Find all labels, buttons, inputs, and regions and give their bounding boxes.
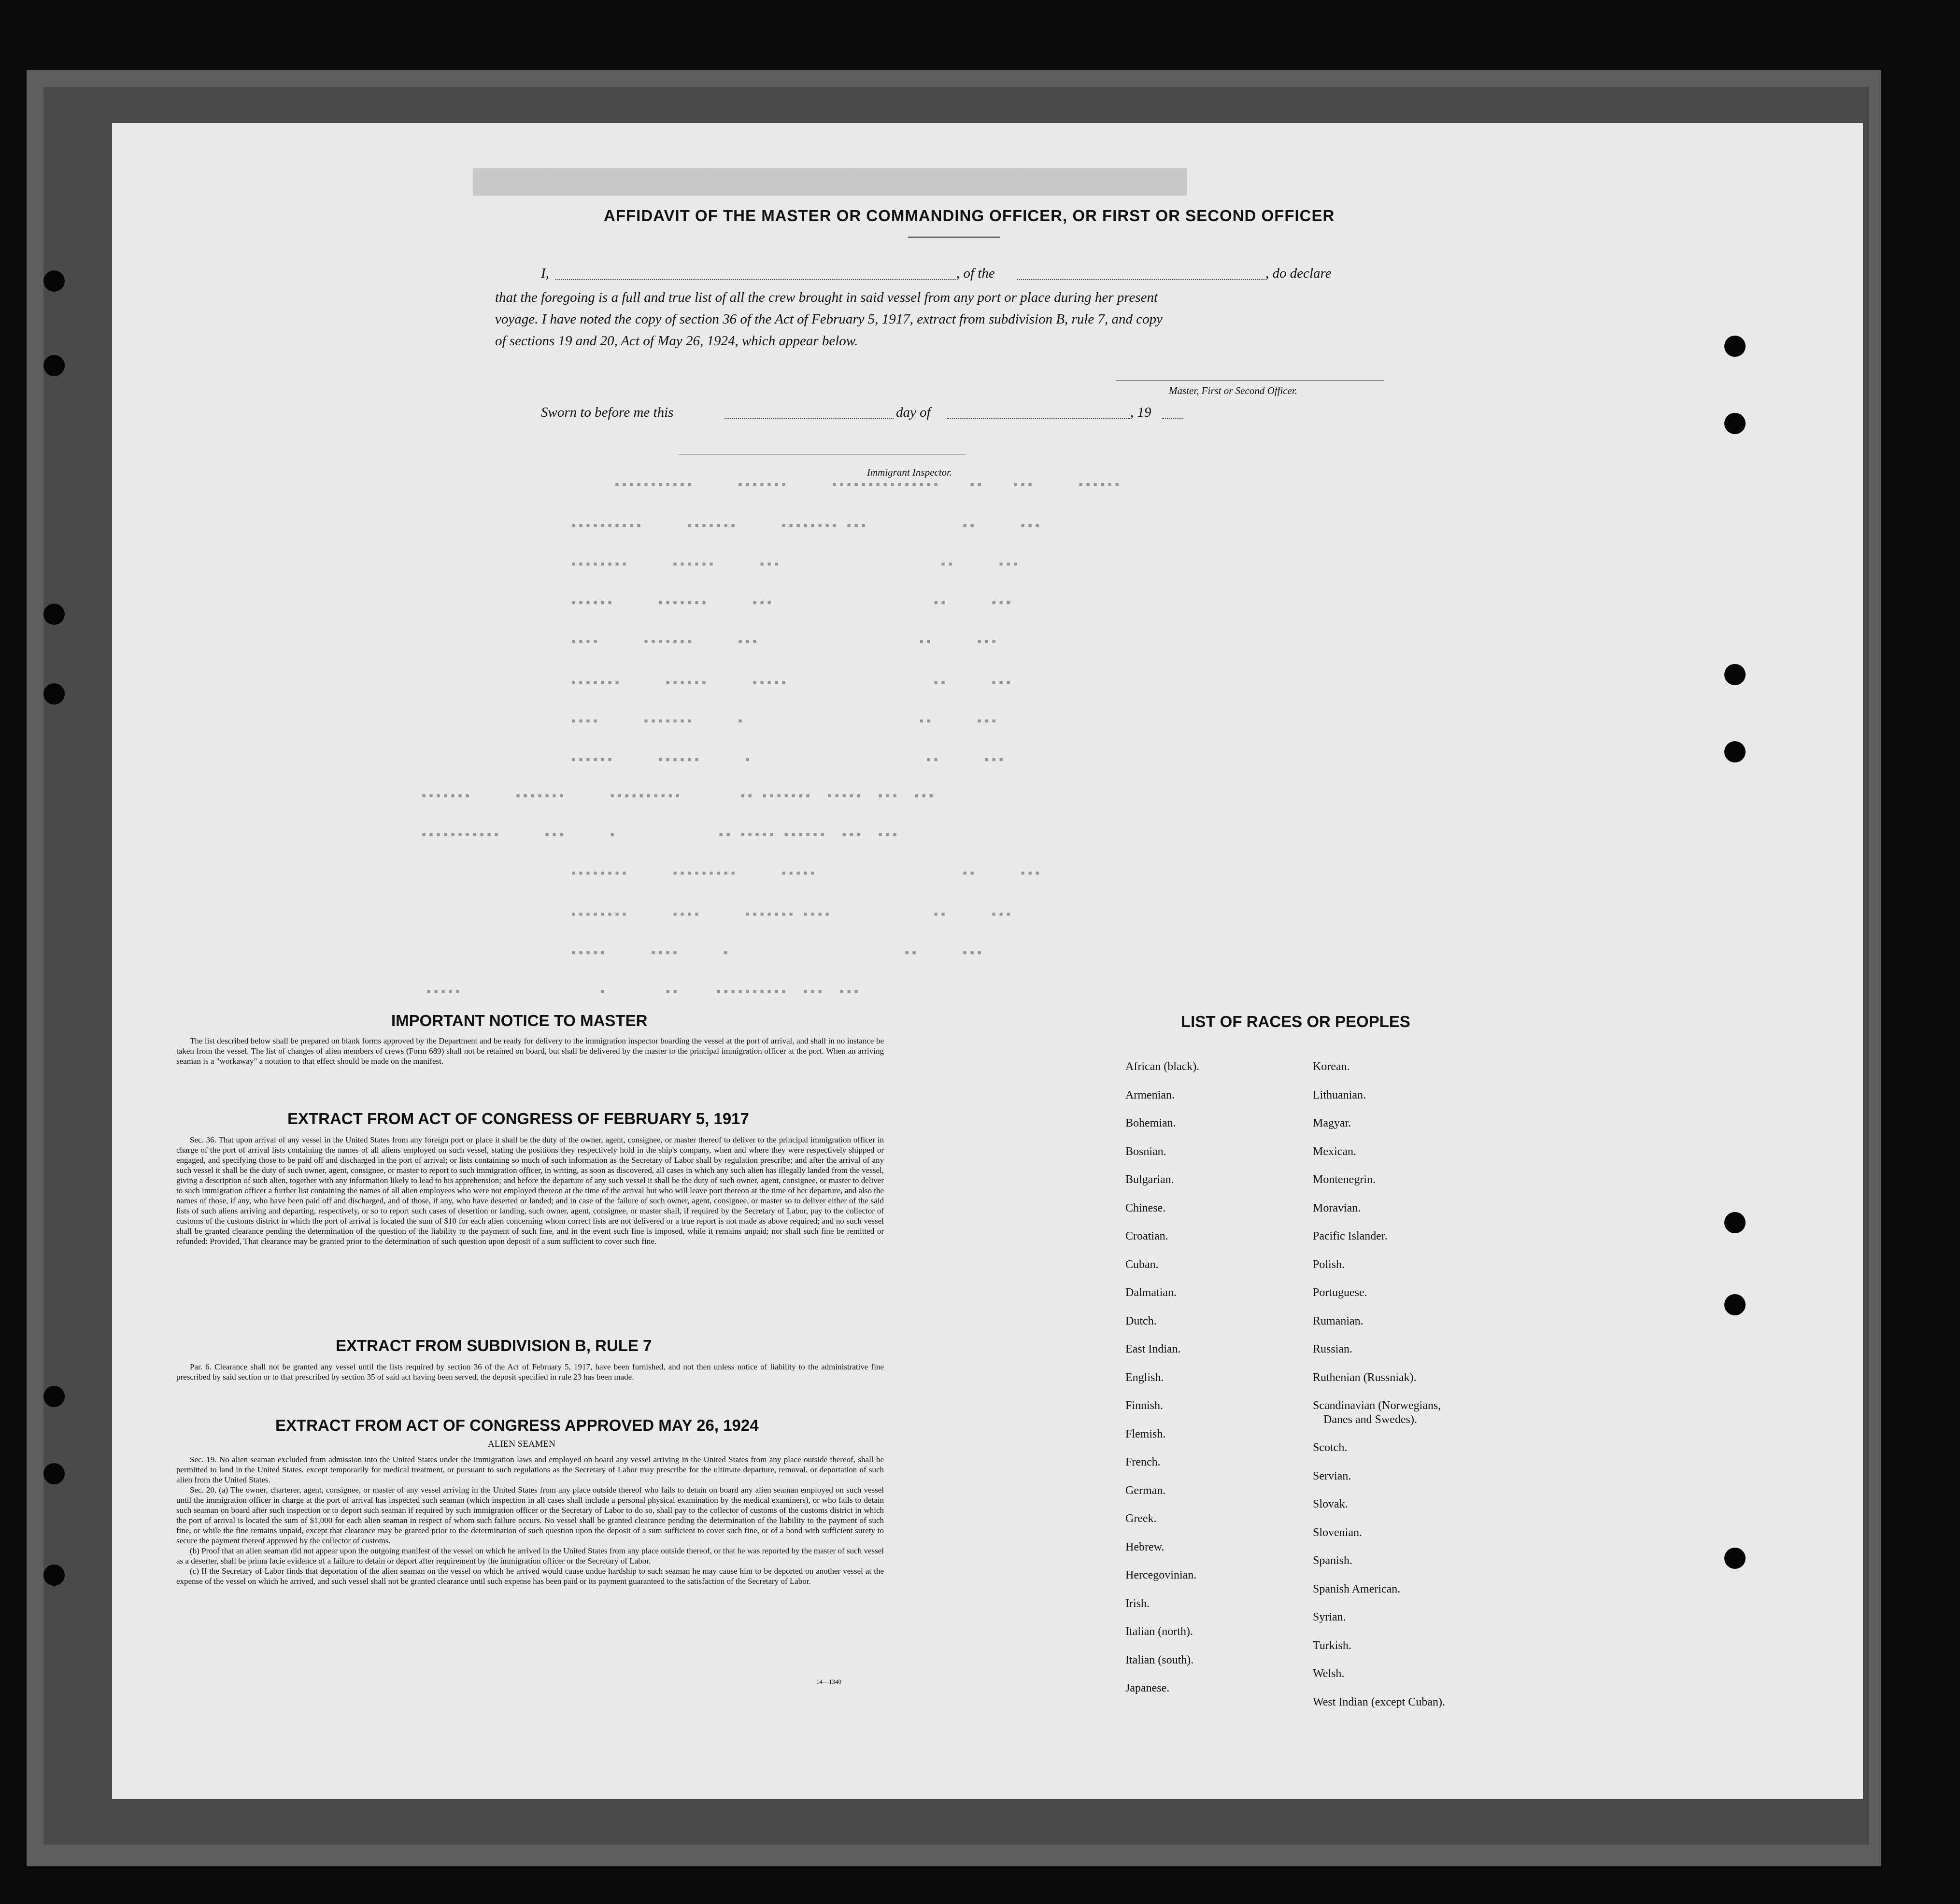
- race-item: Slovak.: [1313, 1498, 1348, 1510]
- affidavit-i-label: I,: [541, 266, 549, 281]
- race-item: Finnish.: [1125, 1399, 1164, 1412]
- section-20a-paragraph: Sec. 20. (a) The owner, charterer, agent, consignee, or master of any vessel arriving in the United States from any place outside thereof who fails to detain on board any alien seaman employed on such vessel until the immigration officer in charge at the port of arrival has inspected such seaman (which inspection in all cases shall include a personal physical examination by the medical examiners), or who fails to detain such seaman on board after such inspection or to deport such seaman if required by such immigration officer or the Secretary of Labor to do so, shall pay to the collector of customs of the customs district in which the port of arrival is located the sum of $1,000 for each alien seaman in respect of whom such failure occurs. No vessel shall be granted clearance pending the determination of the liability to the payment of such fine, or while the fine remains unpaid, except that clearance may be granted prior to the determination of such question upon the deposit of a sum sufficient to cover such fine, or of a bond with sufficient surety to secure the payment thereof approved by the collector of customs.: [176, 1485, 884, 1545]
- binder-hole: [1724, 413, 1746, 434]
- bleed-through-row: ▪▪▪ ▪▪ ▪▪▪▪ ▪▪▪▪▪▪▪ ▪▪▪▪ ▪▪▪▪▪▪▪▪: [570, 908, 1012, 922]
- vessel-name-field[interactable]: [1017, 279, 1265, 280]
- races-right-column: [1313, 1053, 1445, 1716]
- race-item: Turkish.: [1313, 1639, 1351, 1652]
- year-label: , 19: [1130, 405, 1151, 420]
- bleed-through-row: ▪▪▪ ▪▪ ▪▪▪ ▪▪▪▪▪▪▪ ▪▪▪▪▪▪: [570, 596, 1012, 610]
- bleed-through-row: ▪▪▪ ▪▪ ▪▪▪▪▪ ▪▪▪▪▪▪▪▪▪ ▪▪▪▪▪▪▪▪: [570, 867, 1041, 881]
- affidavit-title: AFFIDAVIT OF THE MASTER OR COMMANDING OFFICER, OR FIRST OR SECOND OFFICER: [604, 207, 1335, 225]
- race-item: Greek.: [1125, 1512, 1157, 1525]
- bleed-through-row: ▪▪▪ ▪▪ ▪▪▪ ▪▪▪▪▪▪▪▪ ▪▪▪▪▪▪▪ ▪▪▪▪▪▪▪▪▪▪: [570, 519, 1041, 533]
- binder-hole: [43, 683, 65, 705]
- race-item: Slovenian.: [1313, 1526, 1362, 1539]
- binder-hole: [1724, 1212, 1746, 1233]
- race-item: Danes and Swedes).: [1323, 1413, 1417, 1426]
- binder-hole: [43, 1386, 65, 1407]
- race-item: Portuguese.: [1313, 1286, 1367, 1299]
- race-item: Hebrew.: [1125, 1540, 1165, 1553]
- races-heading: LIST OF RACES OR PEOPLES: [1181, 1013, 1410, 1030]
- race-item: Spanish American.: [1313, 1582, 1401, 1595]
- race-item: Dalmatian.: [1125, 1286, 1177, 1299]
- extract-rule7-heading: EXTRACT FROM SUBDIVISION B, RULE 7: [336, 1337, 652, 1354]
- extract-rule7-text: [176, 1362, 884, 1382]
- bleed-through-row: ▪▪▪ ▪▪ ▪ ▪▪▪▪▪▪ ▪▪▪▪▪▪: [570, 753, 1005, 767]
- bleed-through-row: ▪▪▪ ▪▪▪ ▪▪▪▪▪ ▪▪▪▪▪▪▪ ▪▪ ▪▪▪▪▪▪▪▪▪▪ ▪▪▪▪▪▪▪ ▪▪▪▪▪▪▪: [420, 790, 935, 804]
- extract-1924-heading: EXTRACT FROM ACT OF CONGRESS APPROVED MAY 26, 1924: [275, 1416, 759, 1434]
- race-item: Magyar.: [1313, 1117, 1351, 1129]
- race-item: Ruthenian (Russniak).: [1313, 1371, 1417, 1384]
- affidavit-body-line: that the foregoing is a full and true list of all the crew brought in said vessel from any port or place during her present: [495, 290, 1158, 305]
- race-item: East Indian.: [1125, 1343, 1181, 1355]
- race-item: Spanish.: [1313, 1554, 1353, 1567]
- sworn-label: Sworn to before me this: [541, 405, 674, 420]
- race-item: Bosnian.: [1125, 1145, 1166, 1158]
- bleed-through-row: ▪▪▪ ▪▪ ▪▪▪ ▪▪▪▪▪▪ ▪▪▪▪▪▪▪▪: [570, 558, 1020, 572]
- affidavit-body-line: voyage. I have noted the copy of section 36 of the Act of February 5, 1917, extract from subdivision B, rule 7, and copy: [495, 311, 1163, 327]
- race-item: Cuban.: [1125, 1258, 1159, 1271]
- signature-caption: Master, First or Second Officer.: [1169, 385, 1297, 396]
- binder-hole: [43, 1463, 65, 1484]
- extract-1917-text: [176, 1135, 884, 1246]
- race-item: Mexican.: [1313, 1145, 1356, 1158]
- day-of-label: day of: [896, 405, 931, 420]
- races-left-column: [1125, 1053, 1199, 1703]
- affidavit-do-declare-label: , do declare: [1265, 266, 1332, 281]
- notice-paragraph: The list described below shall be prepared on blank forms approved by the Department and be ready for delivery to the immigration inspector boarding the vessel at the port of arrival, and shall in no instance be taken from the vessel. The list of changes of alien members of crews (Form 689) shall not be retained on board, but shall be delivered by the master to the principal immigration officer at the port. When an arriving seaman is a "workaway" a notation to that effect should be made on the manifest.: [176, 1036, 884, 1066]
- race-item: Lithuanian.: [1313, 1088, 1366, 1101]
- race-item: Irish.: [1125, 1597, 1150, 1610]
- affidavit-body-line: of sections 19 and 20, Act of May 26, 1924, which appear below.: [495, 333, 858, 349]
- binder-hole: [1724, 664, 1746, 685]
- binder-hole: [43, 604, 65, 625]
- race-item: Hercegovinian.: [1125, 1569, 1197, 1581]
- race-item: Welsh.: [1313, 1667, 1345, 1680]
- bleed-through-header: ▆▆▆▆▆▆▆▆▆▆▆▆▆▆▆▆▆▆▆▆▆▆▆▆▆▆▆▆▆▆: [473, 160, 1187, 195]
- race-item: Montenegrin.: [1313, 1173, 1376, 1186]
- race-item: German.: [1125, 1484, 1166, 1497]
- section-20b-paragraph: (b) Proof that an alien seaman did not appear upon the outgoing manifest of the vessel on which he arrived in the United States from any place outside thereof, or that he was reported by the master of such vessel as a deserter, shall be prima facie evidence of a failure to detain or deport after requirement by the immigration officer or the Secretary of Labor.: [176, 1546, 884, 1566]
- race-item: Rumanian.: [1313, 1314, 1363, 1327]
- binder-hole: [1724, 741, 1746, 762]
- binder-hole: [43, 270, 65, 292]
- sworn-month-field[interactable]: [947, 418, 1130, 419]
- race-item: English.: [1125, 1371, 1164, 1384]
- notice-heading: IMPORTANT NOTICE TO MASTER: [391, 1012, 648, 1030]
- section-19-paragraph: Sec. 19. No alien seaman excluded from admission into the United States under the immigration laws and employed on board any vessel arriving in the United States from any place outside thereof, shall be permitted to land in the United States, except temporarily for medical treatment, or pursuant to such regulations as the Secretary of Labor may prescribe for the ultimate departure, removal, or deportation of such alien from the United States.: [176, 1455, 884, 1484]
- sworn-day-field[interactable]: [724, 418, 894, 419]
- section-36-paragraph: Sec. 36. That upon arrival of any vessel in the United States from any foreign port or place it shall be the duty of the owner, agent, consignee, or master thereof to deliver to the principal immigration officer in charge of the port of arrival lists containing the names of all aliens employed on such vessel, stating the positions they respectively hold in the ship's company, when and where they were respectively shipped or engaged, and specifying those to be paid off and discharged in the port of arrival; or lists containing so much of such information as the Secretary of Labor shall by regulation prescribe; and after the arrival of any such vessel it shall be the duty of such owner, agent, consignee, or master to report to such immigration officer, in writing, as soon as discovered, all cases in which any such alien has illegally landed from the vessel, giving a description of such alien, together with any information likely to lead to his apprehension; and before the departure of any such vessel it shall be the duty of such owner, agent, consignee, or master to deliver to such immigration officer a further list containing the names of all alien employees who were not employed thereon at the time of the arrival but who will leave port thereon at the time of her departure, and also the names of those, if any, who have been paid off and discharged, and of those, if any, who have deserted or landed; and in case of the failure of such owner, agent, consignee, or master so to deliver either of the said lists of such aliens arriving and departing, respectively, or so to report such cases of desertion or landing, such owner, agent, consignee, or master shall, if required by the Secretary of Labor, pay to the collector of customs of the customs district in which the port of arrival is located the sum of $10 for each alien concerning whom correct lists are not delivered or a true report is not made as above required; and no such vessel shall be granted clearance pending the determination of the question of the liability to the payment of such fine, and in the event such fine is imposed, while it remains unpaid; nor shall such fine be remitted or refunded: Provided, That clearance may be granted prior to the determination of such question upon deposit of a sum sufficient to cover such fine.: [176, 1135, 884, 1246]
- race-item: Polish.: [1313, 1258, 1345, 1271]
- race-item: Dutch.: [1125, 1314, 1157, 1327]
- race-item: Pacific Islander.: [1313, 1230, 1388, 1242]
- bleed-through-row: ▪▪▪ ▪▪ ▪ ▪▪▪▪▪▪▪ ▪▪▪▪: [570, 715, 998, 729]
- notice-text: [176, 1036, 884, 1066]
- rule7-paragraph: Par. 6. Clearance shall not be granted any vessel until the lists required by section 36 of the Act of February 5, 1917, have been furnished, and not then unless notice of liability to the administrative fine prescribed by said section or to that prescribed by section 35 of said act having been served, the deposit specified in rule 23 has been made.: [176, 1362, 884, 1382]
- race-item: Servian.: [1313, 1469, 1351, 1482]
- bleed-through-row: ▪▪▪ ▪▪▪ ▪▪▪▪▪▪▪▪▪▪ ▪▪ ▪ ▪▪▪▪▪: [425, 985, 860, 999]
- bleed-through-row: ▪▪▪ ▪▪ ▪▪▪▪▪ ▪▪▪▪▪▪ ▪▪▪▪▪▪▪: [570, 676, 1012, 690]
- race-item: Scandinavian (Norwegians,: [1313, 1399, 1441, 1412]
- extract-1924-text: [176, 1454, 884, 1586]
- sworn-year-field[interactable]: [1162, 418, 1183, 419]
- binder-hole: [1724, 1548, 1746, 1569]
- race-item: Moravian.: [1313, 1201, 1361, 1214]
- race-item: Bulgarian.: [1125, 1173, 1174, 1186]
- form-number: 14—1340: [816, 1678, 841, 1685]
- binder-hole: [43, 1565, 65, 1586]
- bleed-through-row: ▪▪▪ ▪▪ ▪ ▪▪▪▪ ▪▪▪▪▪: [570, 946, 983, 960]
- declarant-name-field[interactable]: [555, 279, 956, 280]
- binder-hole: [43, 355, 65, 376]
- alien-seamen-subheading: ALIEN SEAMEN: [488, 1439, 555, 1449]
- race-item: Armenian.: [1125, 1088, 1175, 1101]
- race-item: Italian (south).: [1125, 1653, 1194, 1666]
- race-item: Russian.: [1313, 1343, 1353, 1355]
- affidavit-of-the-label: , of the: [956, 266, 995, 281]
- binder-hole: [1724, 1294, 1746, 1315]
- bleed-through-row: ▪▪▪▪▪▪ ▪▪▪ ▪▪ ▪▪▪▪▪▪▪▪▪▪▪▪▪▪▪ ▪▪▪▪▪▪▪ ▪▪▪▪▪▪▪▪▪▪▪: [613, 478, 1121, 492]
- race-item: Croatian.: [1125, 1230, 1168, 1242]
- race-item: Italian (north).: [1125, 1625, 1193, 1638]
- title-rule: [908, 237, 1000, 238]
- binder-hole: [1724, 336, 1746, 357]
- bleed-through-row: ▪▪▪ ▪▪ ▪▪▪ ▪▪▪▪▪▪▪ ▪▪▪▪: [570, 635, 998, 649]
- race-item: African (black).: [1125, 1060, 1200, 1073]
- race-item: Japanese.: [1125, 1682, 1170, 1694]
- bleed-through-row: ▪▪▪ ▪▪▪ ▪▪▪▪▪▪ ▪▪▪▪▪ ▪▪ ▪ ▪▪▪ ▪▪▪▪▪▪▪▪▪▪▪: [420, 828, 899, 842]
- race-item: Scotch.: [1313, 1441, 1348, 1454]
- race-item: Korean.: [1313, 1060, 1350, 1073]
- race-item: West Indian (except Cuban).: [1313, 1695, 1445, 1708]
- race-item: Flemish.: [1125, 1427, 1166, 1440]
- race-item: Bohemian.: [1125, 1117, 1176, 1129]
- extract-1917-heading: EXTRACT FROM ACT OF CONGRESS OF FEBRUARY 5, 1917: [287, 1110, 749, 1128]
- inspector-caption: Immigrant Inspector.: [867, 466, 952, 478]
- race-item: Syrian.: [1313, 1611, 1346, 1623]
- race-item: Chinese.: [1125, 1201, 1166, 1214]
- section-20c-paragraph: (c) If the Secretary of Labor finds that deportation of the alien seaman on the vessel on which he arrived would cause undue hardship to such seaman he may cause him to be deported on another vessel at the expense of the vessel on which he arrived, and such vessel shall not be granted clearance until such expense has been paid or its payment guaranteed to the satisfaction of the Secretary of Labor.: [176, 1566, 884, 1586]
- race-item: French.: [1125, 1456, 1161, 1468]
